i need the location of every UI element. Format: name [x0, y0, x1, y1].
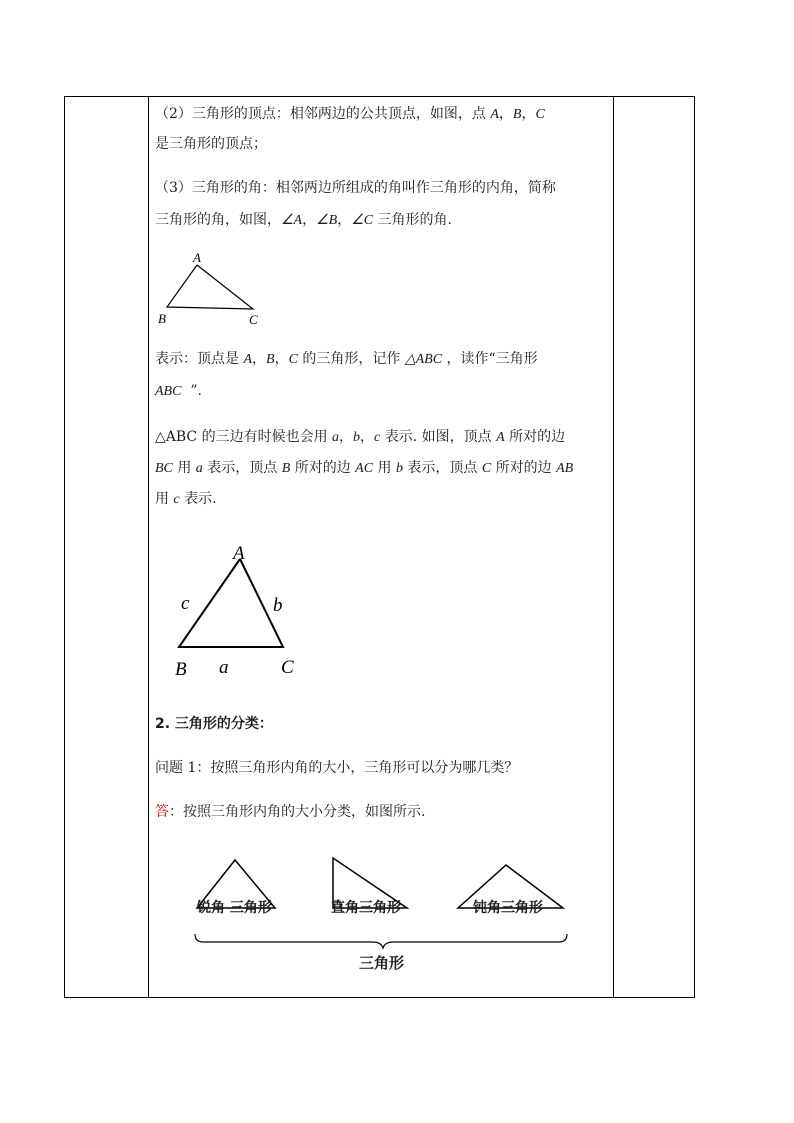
sides-text: △ABC 的三边有时候也会用: [155, 429, 333, 445]
label-triangle: 三角形: [359, 954, 405, 972]
paragraph-notation-line2: [155, 376, 611, 407]
sides-text-4: 用: [172, 460, 196, 476]
triangle-symbol: △ABC: [404, 352, 443, 367]
fig2-label-B: B: [175, 659, 187, 680]
triangle-figure-1: [155, 247, 275, 327]
angle-C: ∠C: [351, 213, 374, 228]
vertex-text-line2: 是三角形的顶点；: [155, 136, 267, 152]
sides-text-3: 所对的边: [504, 429, 566, 445]
comma: ，: [302, 212, 317, 228]
paragraph-sides-line2: [155, 453, 611, 484]
fig2-label-C: C: [281, 657, 294, 678]
fig1-label-B: B: [158, 311, 166, 326]
sides-text-6: 所对的边: [290, 460, 356, 476]
fig2-label-b: b: [273, 595, 283, 616]
sides-text-11: 表示.: [179, 491, 217, 507]
grouping-brace: [195, 934, 567, 948]
comma: ，: [360, 429, 375, 445]
paragraph-vertex-line2: [155, 129, 611, 160]
notation-text-3: ，读作“三角形: [442, 351, 538, 367]
paragraph-notation: [155, 344, 611, 375]
answer-1: [155, 797, 611, 828]
fig1-label-C: C: [249, 312, 258, 327]
vertex-B-ref: B: [281, 461, 291, 476]
notation-close-quote: ”.: [181, 383, 202, 399]
sides-text-10: 用: [155, 491, 174, 507]
answer-colon: ：: [169, 804, 183, 820]
notation-text-2: 的三角形，记作: [297, 351, 405, 367]
comma: ，: [339, 429, 354, 445]
comma: ，: [274, 351, 289, 367]
side-AC: AC: [355, 461, 374, 476]
side-b-2: b: [395, 461, 403, 476]
heading-classification: 2. 三角形的分类：: [155, 716, 273, 732]
angle-A: ∠A: [281, 213, 303, 228]
comma: ，: [337, 212, 352, 228]
paragraph-angle-line2: [155, 205, 611, 236]
sides-text-9: 所对的边: [491, 460, 557, 476]
side-c-2: c: [173, 492, 180, 507]
label-right: 直角三角形: [331, 900, 401, 916]
column-divider-right: [613, 97, 614, 997]
vertex-text: （2）三角形的顶点：相邻两边的公共顶点，如图，点: [155, 106, 491, 122]
comma: ，: [521, 106, 536, 122]
vertex-A: A: [490, 107, 499, 122]
vertex-C: C: [535, 107, 545, 122]
paragraph-sides: [155, 422, 611, 453]
side-AB: AB: [556, 461, 574, 476]
answer-label: 答: [155, 804, 169, 820]
sides-text-2: 表示. 如图，顶点: [380, 429, 497, 445]
side-BC: BC: [155, 461, 173, 476]
angle-text-end: 三角形的角.: [373, 212, 453, 228]
triangle-figure-2: [177, 537, 337, 687]
vertex-C-ref: C: [481, 461, 492, 476]
angle-text-line2: 三角形的角，如图，: [155, 212, 281, 228]
column-divider-left: [148, 97, 149, 997]
comma: ，: [252, 351, 267, 367]
label-acute: 锐角 三角形: [197, 900, 272, 916]
label-obtuse: 钝角三角形: [473, 900, 543, 916]
fig2-label-a: a: [219, 657, 229, 678]
fig2-label-c: c: [181, 593, 190, 614]
side-c: c: [374, 430, 381, 445]
angle-text-line1: （3）三角形的角：相邻两边所组成的角叫作三角形的内角，简称: [155, 180, 556, 196]
question-1: 问题 1：按照三角形内角的大小，三角形可以分为哪几类？: [155, 760, 519, 776]
sides-text-8: 表示，顶点: [402, 460, 482, 476]
sides-text-5: 表示，顶点: [202, 460, 282, 476]
vertex-B: B: [512, 107, 522, 122]
side-a-2: a: [195, 461, 203, 476]
side-b: b: [353, 430, 361, 445]
paragraph-vertex: [155, 99, 611, 130]
fig1-label-A: A: [193, 250, 201, 265]
notation-ABC: ABC: [155, 384, 182, 399]
notation-text: 表示：顶点是: [155, 351, 244, 367]
comma: ，: [498, 106, 513, 122]
vertex-A-ref: A: [496, 430, 505, 445]
paragraph-sides-line3: [155, 484, 611, 515]
notation-B: B: [266, 352, 275, 367]
side-a: a: [332, 430, 340, 445]
lesson-table: [64, 96, 695, 998]
notation-A: A: [243, 352, 253, 367]
answer-text: 按照三角形内角的大小分类，如图所示.: [183, 804, 426, 820]
angle-B: ∠B: [316, 213, 338, 228]
paragraph-angle: [155, 173, 611, 204]
notation-C: C: [288, 352, 298, 367]
sides-text-7: 用: [373, 460, 396, 476]
fig2-label-A: A: [233, 543, 245, 564]
